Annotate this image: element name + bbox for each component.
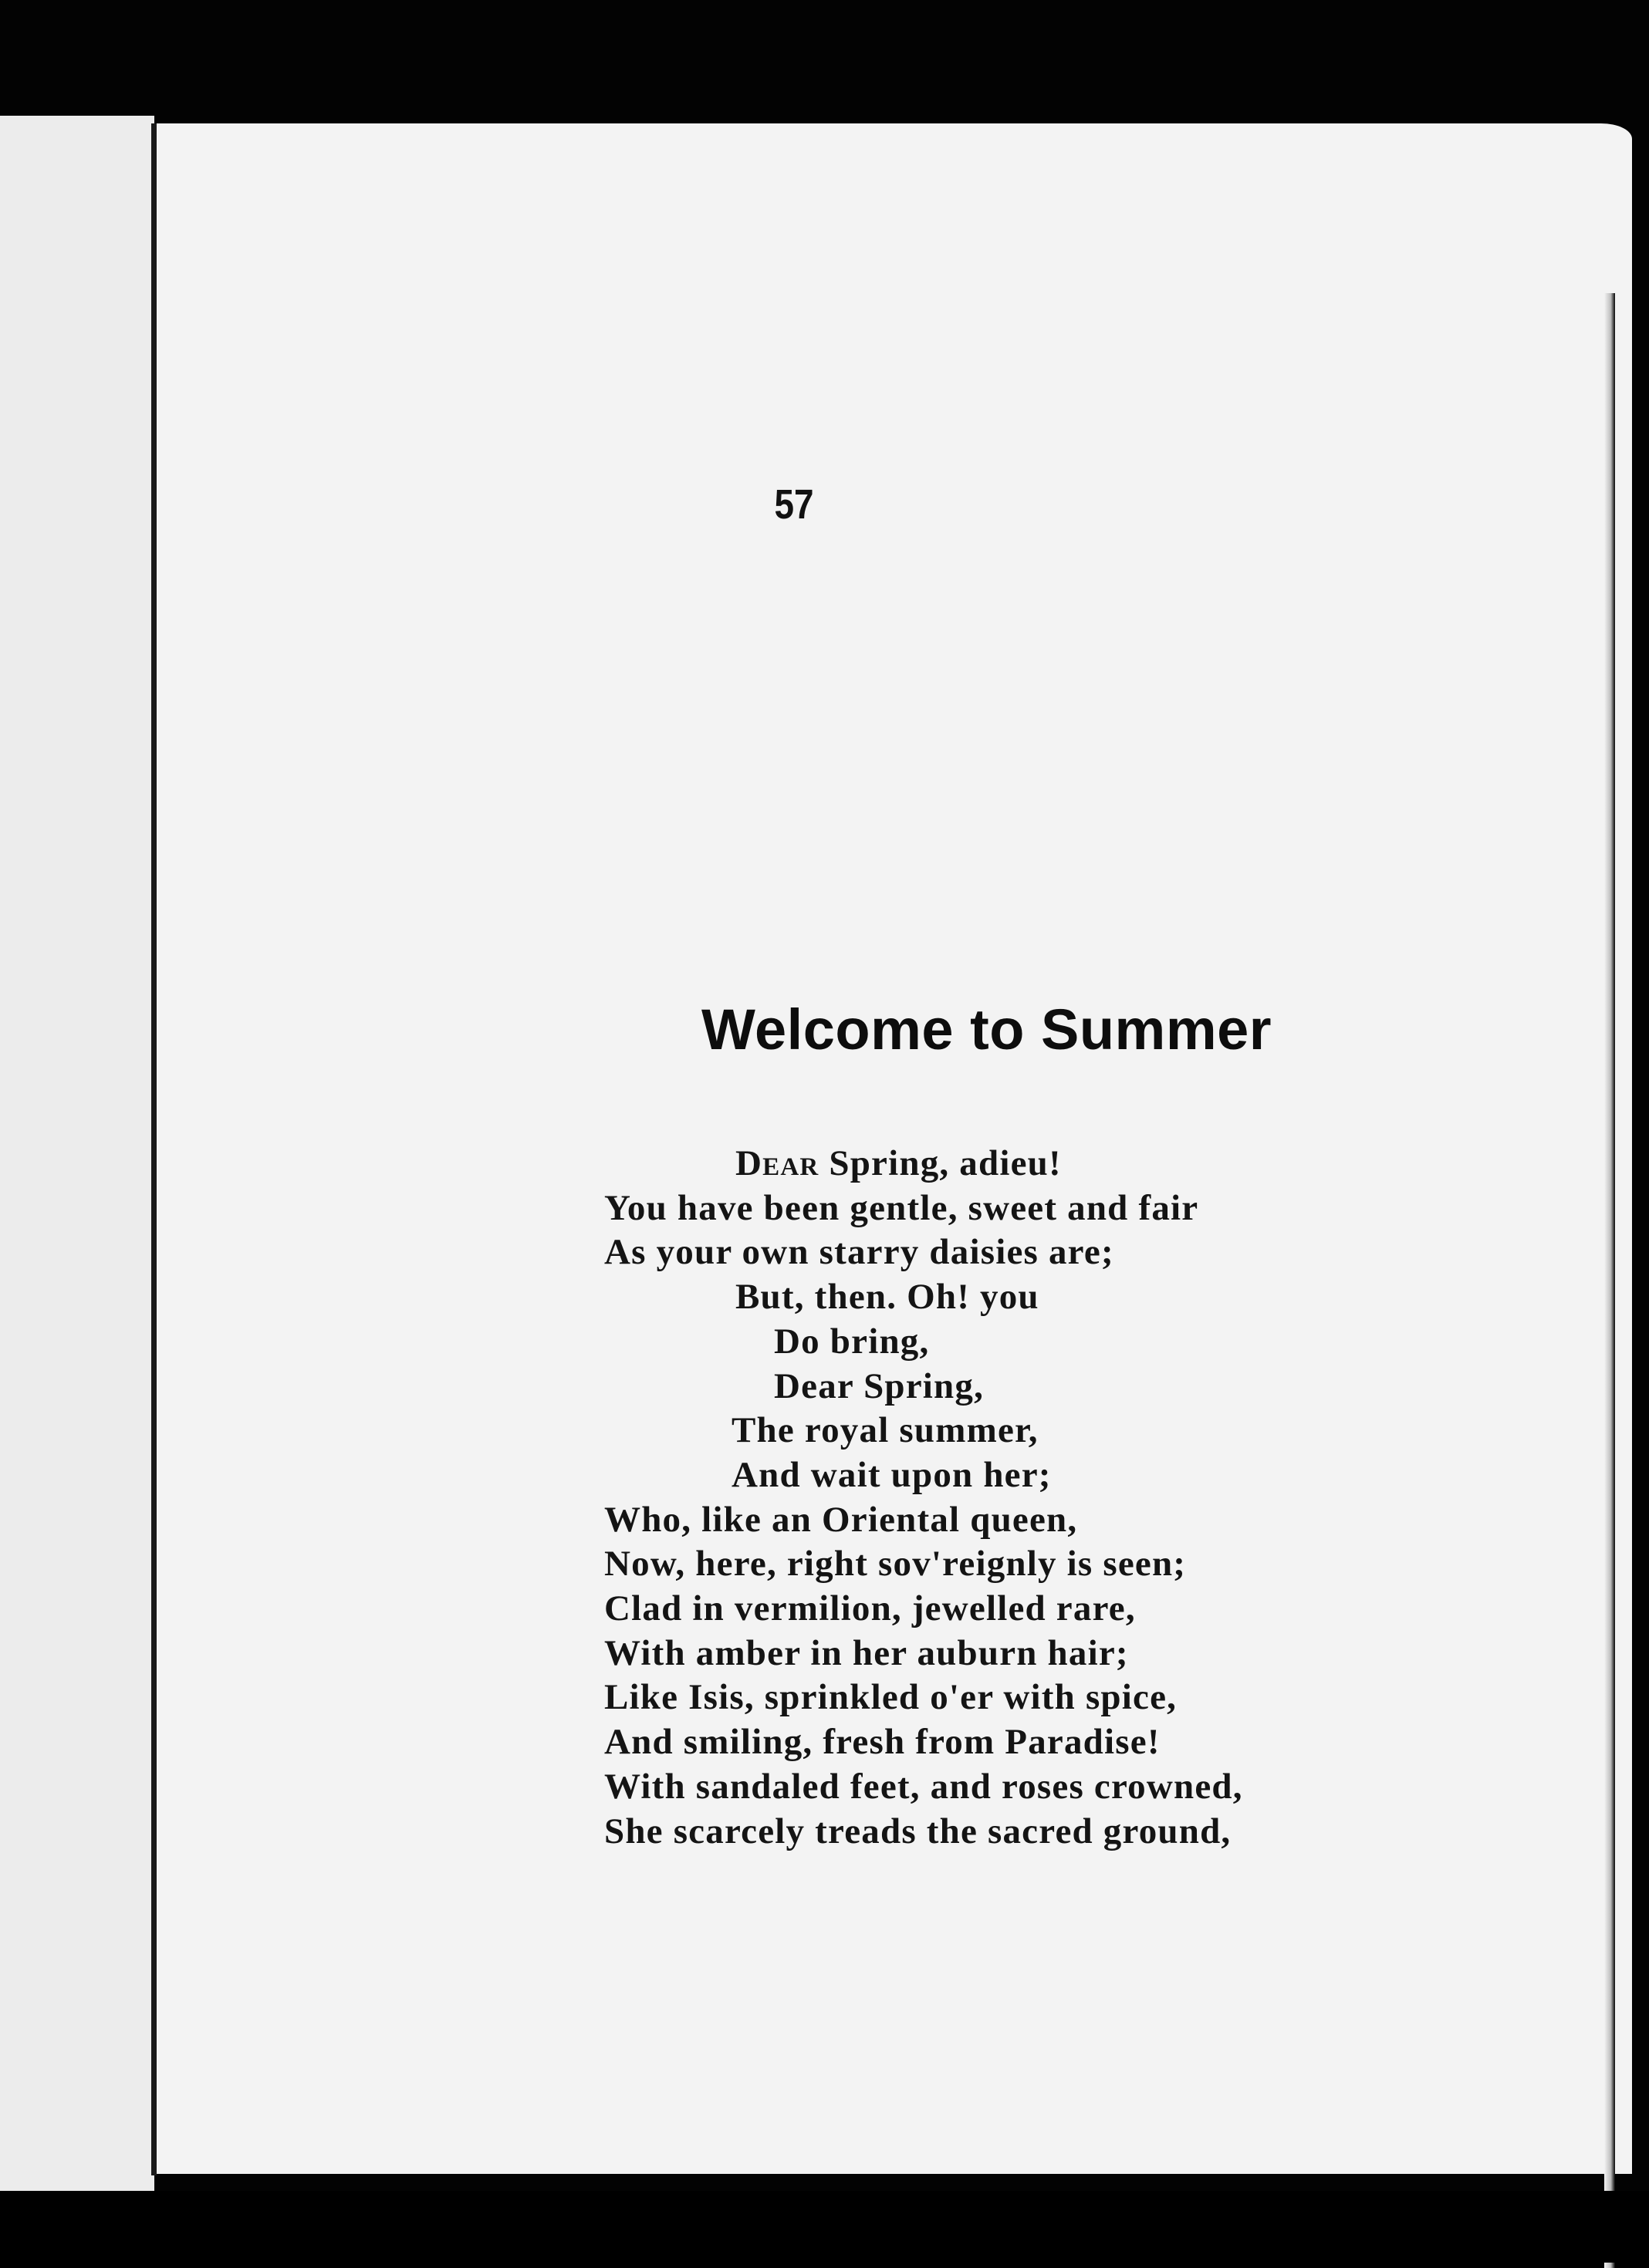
poem-line: You have been gentle, sweet and fair [604, 1187, 1199, 1228]
poem-line: Now, here, right sov'reignly is seen; [604, 1544, 1187, 1585]
poem-text [604, 1142, 1376, 1854]
poem-line: She scarcely treads the sacred ground, [604, 1811, 1232, 1851]
facing-page-edge [0, 116, 154, 2191]
poem-line: Clad in vermilion, jewelled rare, [604, 1588, 1136, 1629]
drop-word: Dear [735, 1143, 819, 1183]
poem-line: And smiling, fresh from Paradise! [604, 1722, 1161, 1763]
poem-title: Welcome to Summer [701, 997, 1272, 1061]
poem-line: As your own starry daisies are; [604, 1232, 1114, 1273]
book-gutter [151, 123, 157, 2175]
poem-line: But, then. Oh! you [735, 1277, 1039, 1318]
poem-line: With amber in her auburn hair; [604, 1632, 1129, 1673]
poem-line: Do bring, [774, 1321, 930, 1362]
scan-bottom-border [0, 2191, 1649, 2263]
book-page [157, 123, 1632, 2174]
poem-line: Like Isis, sprinkled o'er with spice, [604, 1677, 1178, 1718]
poem-line: Dear Spring, adieu! [735, 1143, 1062, 1183]
page-edge-shadow [1604, 293, 1615, 2268]
page-number: 57 [774, 481, 814, 528]
poem-line: Dear Spring, [774, 1365, 985, 1406]
poem-line: The royal summer, [732, 1410, 1039, 1451]
poem-line: And wait upon her; [732, 1454, 1052, 1495]
poem-line: With sandaled feet, and roses crowned, [604, 1766, 1243, 1807]
poem-line: Who, like an Oriental queen, [604, 1499, 1078, 1540]
